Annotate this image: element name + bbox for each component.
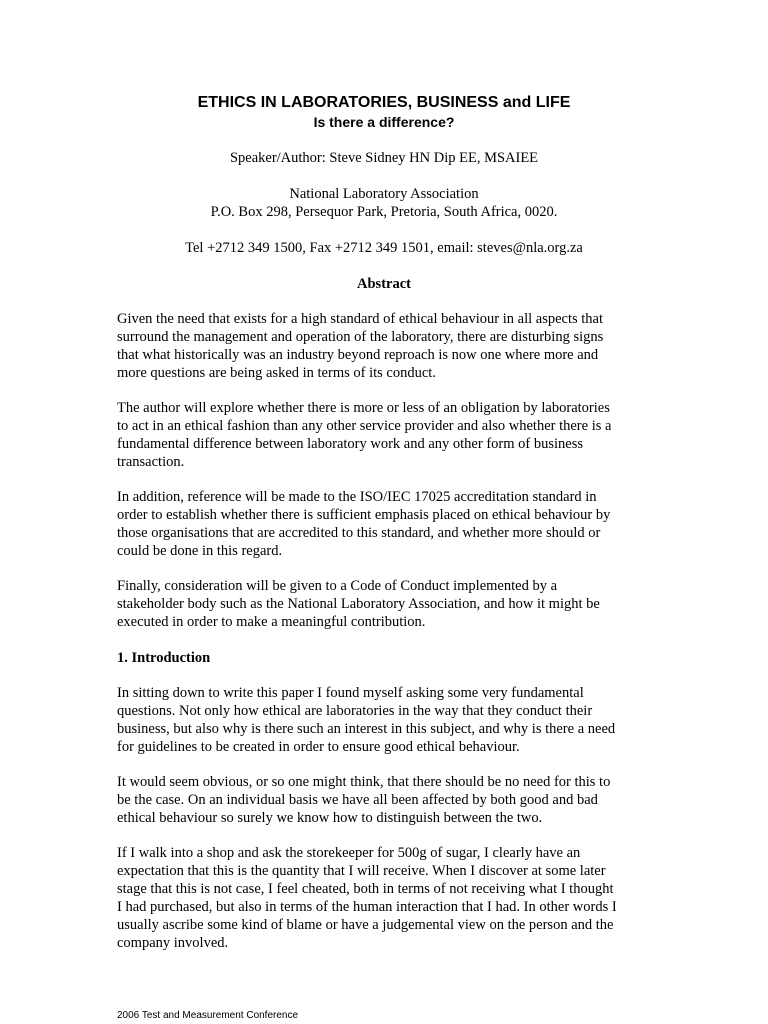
- text-line: expectation that this is the quantity that I will receive. When I discover at some later: [117, 863, 606, 879]
- text-line: It would seem obvious, or so one might think, that there should be no need for this to: [117, 774, 611, 790]
- text-line: could be done in this regard.: [117, 543, 283, 559]
- speaker-line: Speaker/Author: Steve Sidney HN Dip EE, MSAIEE: [229, 150, 539, 166]
- text-line: to act in an ethical fashion than any other service provider and also whether there is a: [117, 418, 612, 434]
- text-line: usually ascribe some kind of blame or have a judgemental view on the person and the: [117, 917, 614, 933]
- text-line: If I walk into a shop and ask the storekeeper for 500g of sugar, I clearly have an: [117, 845, 581, 861]
- document-title: ETHICS IN LABORATORIES, BUSINESS and LIFE: [197, 94, 571, 111]
- text-line: more questions are being asked in terms of its conduct.: [117, 365, 436, 381]
- text-line: Finally, consideration will be given to a Code of Conduct implemented by a: [117, 578, 558, 594]
- text-line: executed in order to make a meaningful contribution.: [117, 614, 426, 630]
- contact-line: Tel +2712 349 1500, Fax +2712 349 1501, email: steves@nla.org.za: [185, 240, 583, 256]
- text-line: be the case. On an individual basis we have all been affected by both good and bad: [117, 792, 598, 808]
- text-line: ethical behaviour so surely we know how to distinguish between the two.: [117, 810, 543, 826]
- text-line: I had purchased, but also in terms of the human interaction that I had. In other words I: [117, 899, 617, 915]
- introduction-paragraph: [117, 844, 657, 952]
- text-line: those organisations that are accredited to this standard, and whether more should or: [117, 525, 601, 541]
- abstract-heading: Abstract: [357, 276, 411, 292]
- text-line: for guidelines to be created in order to ensure good ethical behaviour.: [117, 739, 520, 755]
- abstract-paragraph: [117, 399, 657, 471]
- organisation-line: National Laboratory Association: [289, 186, 479, 202]
- abstract-paragraph: [117, 488, 657, 560]
- text-line: company involved.: [117, 935, 229, 951]
- introduction-paragraph: [117, 773, 657, 827]
- text-line: order to establish whether there is sufficient emphasis placed on ethical behaviour by: [117, 507, 611, 523]
- abstract-paragraph: [117, 310, 657, 382]
- introduction-paragraph: [117, 684, 657, 756]
- abstract-paragraph: [117, 577, 657, 631]
- introduction-heading: 1. Introduction: [117, 650, 211, 666]
- text-line: stage that this is not case, I feel cheated, both in terms of not receiving what I thought: [117, 881, 614, 897]
- text-line: In addition, reference will be made to the ISO/IEC 17025 accreditation standard in: [117, 489, 597, 505]
- text-line: transaction.: [117, 454, 185, 470]
- text-line: The author will explore whether there is more or less of an obligation by laboratories: [117, 400, 610, 416]
- text-line: Given the need that exists for a high standard of ethical behaviour in all aspects that: [117, 311, 603, 327]
- text-line: surround the management and operation of the laboratory, there are disturbing signs: [117, 329, 604, 345]
- address-line: P.O. Box 298, Persequor Park, Pretoria, South Africa, 0020.: [210, 204, 558, 220]
- text-line: stakeholder body such as the National Laboratory Association, and how it might be: [117, 596, 600, 612]
- document-subtitle: Is there a difference?: [313, 114, 455, 130]
- page-footer: 2006 Test and Measurement Conference: [117, 1010, 299, 1021]
- text-line: that what historically was an industry beyond reproach is now one where more and: [117, 347, 599, 363]
- text-line: In sitting down to write this paper I found myself asking some very fundamental: [117, 685, 584, 701]
- text-line: fundamental difference between laboratory work and any other form of business: [117, 436, 583, 452]
- text-line: questions. Not only how ethical are laboratories in the way that they conduct their: [117, 703, 593, 719]
- text-line: business, but also why is there such an interest in this subject, and why is there a need: [117, 721, 616, 737]
